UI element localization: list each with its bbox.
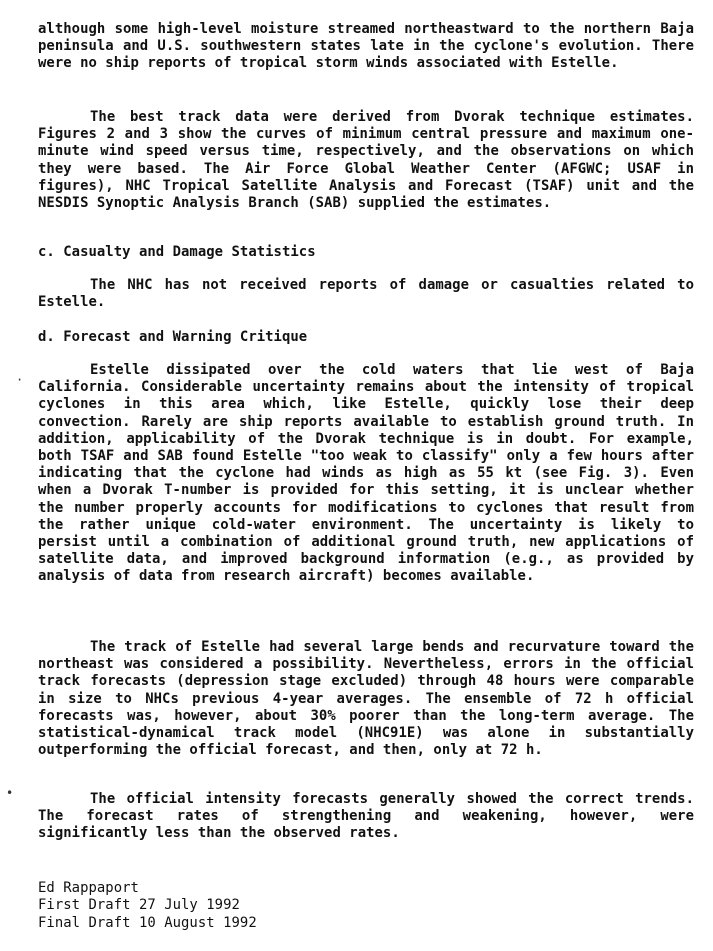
final-draft-date: Final Draft 10 August 1992: [38, 914, 257, 931]
paragraph-moisture: although some high-level moisture streamed northeastward to the northern Baja peninsula and U.S. southwestern states late in the cyclone's evolution. There were no ship reports of tropical storm winds associated with Estelle.: [38, 21, 694, 72]
paragraph-track: The track of Estelle had several large bends and recurvature toward the northeast was considered a possibility. Nevertheless, errors in the official track forecasts (depression stage excluded) through 48 hours were comparable in size to NHCs previous 4-year averages. The ensemble of 72 h official forecasts was, however, about 30% poorer than the long-term average. The statistical-dynamical track model (NHC91E) was alone in substantially outperforming the official forecast, and then, only at 72 h.: [38, 639, 694, 759]
paragraph-intensity: The official intensity forecasts generally showed the correct trends. The forecast rates of strengthening and weakening, however, were significantly less than the observed rates.: [38, 791, 694, 842]
paragraph-estelle-dissipated: Estelle dissipated over the cold waters that lie west of Baja California. Considerable uncertainty remains about the intensity of tropical cyclones in this area which, like Estelle, quickly lose their deep convection. Rarely are ship reports available to establish ground truth. In addition, applicability of the Dvorak technique is in doubt. For example, both TSAF and SAB found Estelle "too weak to classify" only a few hours after indicating that the cyclone had winds as high as 55 kt (see Fig. 3). Even when a Dvorak T-number is provided for this setting, it is unclear whether the number properly accounts for modifications to cyclones that result from the rather unique cold-water environment. The uncertainty is likely to persist until a combination of additional ground truth, new applications of satellite data, and improved background information (e.g., as provided by analysis of data from research aircraft) becomes available.: [38, 362, 694, 585]
first-draft-date: First Draft 27 July 1992: [38, 897, 240, 914]
margin-speck: •: [6, 786, 14, 800]
section-heading-forecast: d. Forecast and Warning Critique: [38, 329, 308, 345]
paragraph-best-track: The best track data were derived from Dvorak technique estimates. Figures 2 and 3 show the curves of minimum central pressure and maximum one-minute wind speed versus time, respectively, and the observations on which they were based. The Air Force Global Weather Center (AFGWC; USAF in figures), NHC Tropical Satellite Analysis and Forecast (TSAF) unit and the NESDIS Synoptic Analysis Branch (SAB) supplied the estimates.: [38, 109, 694, 212]
margin-dot: ·: [16, 373, 24, 387]
signature-block: [38, 880, 694, 932]
author-name: Ed Rappaport: [38, 880, 139, 896]
section-heading-casualty: c. Casualty and Damage Statistics: [38, 244, 316, 260]
paragraph-casualty: The NHC has not received reports of damage or casualties related to Estelle.: [38, 277, 694, 311]
